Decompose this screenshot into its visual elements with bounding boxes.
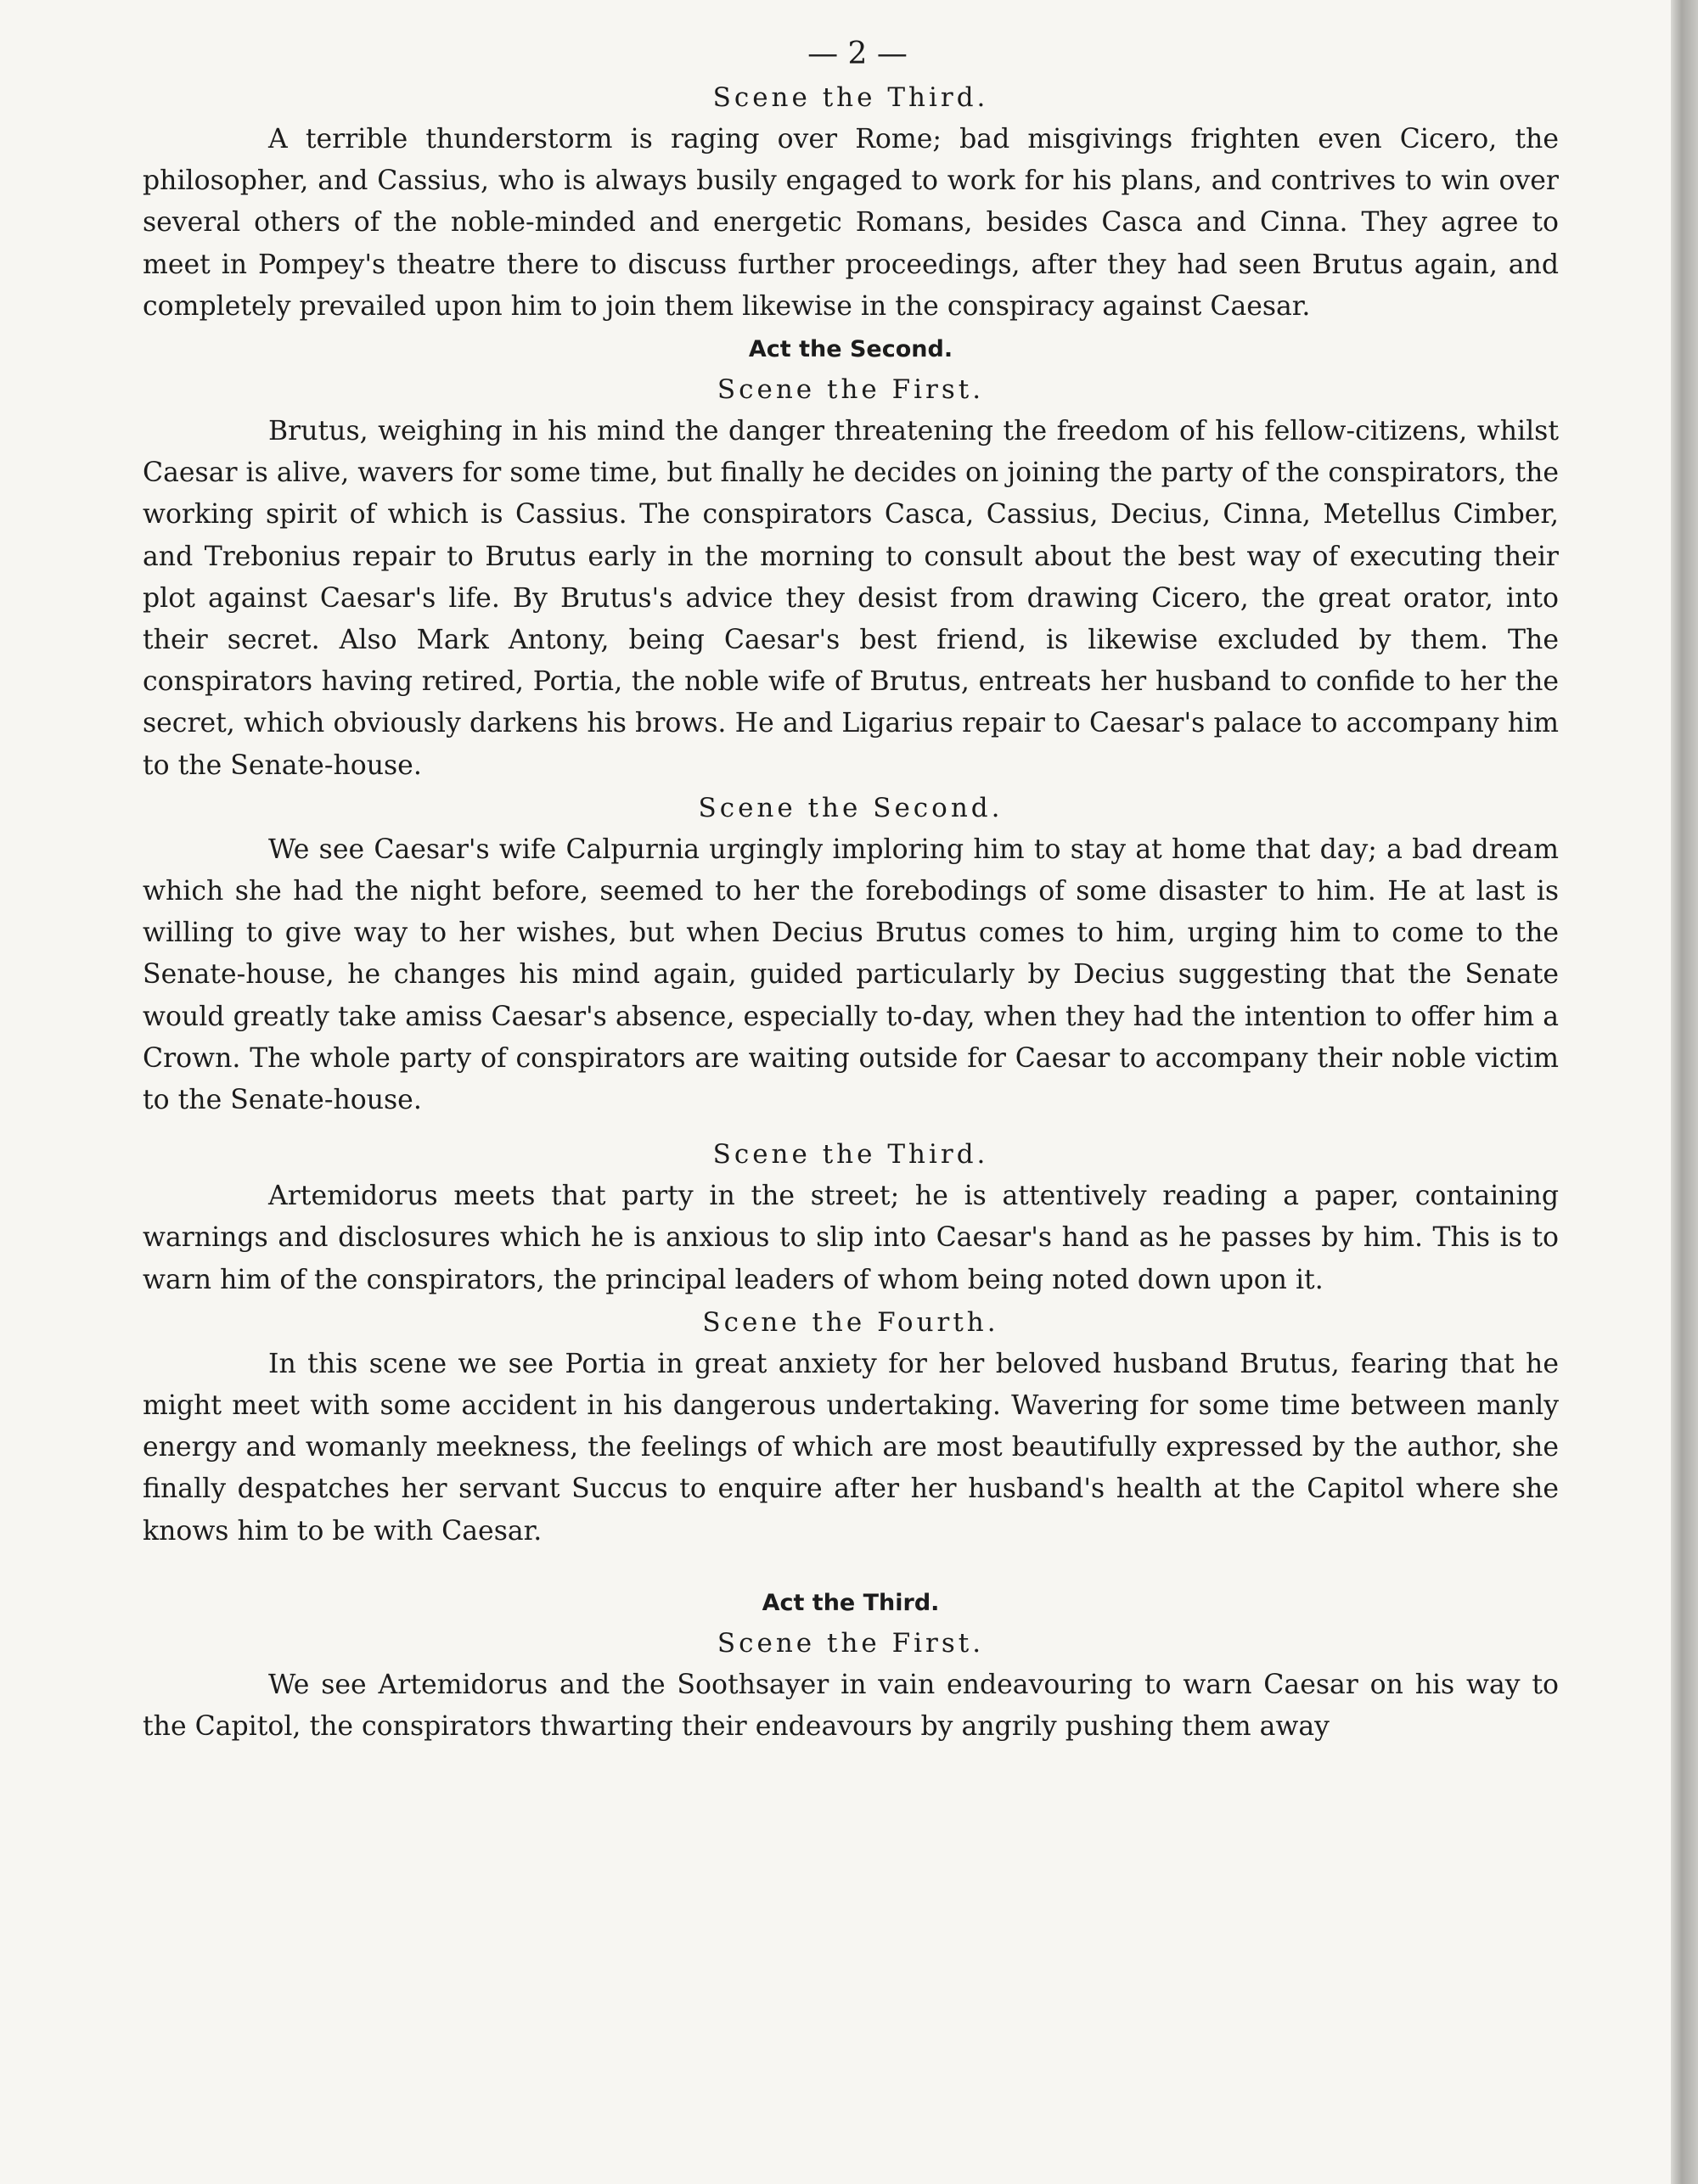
scene-paragraph: We see Caesar's wife Calpurnia urgingly imploring him to stay at home that day; a bad dream which she had the night before, seemed to her the forebodings of some disaster to him. He at last is willing to give way to her wishes, but when Decius Brutus comes to him, urging him to come to the Senate-house, he changes his mind again, guided particularly by Decius suggesting that the Senate would greatly take amiss Caesar's absence, especially to-day, when they had the intention to offer him a Crown. The whole party of conspirators are waiting outside for Caesar to accompany their noble victim to the Senate-house. bbox=[143, 834, 1559, 1116]
act-heading: Act the Second. bbox=[748, 336, 953, 363]
scene-paragraph: Brutus, weighing in his mind the danger threatening the freedom of his fellow-citizens, whilst Caesar is alive, wavers for some time, but finally he decides on joining the party of the conspirators, the working spirit of which is Cassius. The conspirators Casca, Cassius, Decius, Cinna, Metellus Cimber, and Trebonius repair to Brutus early in the morning to consult about the best way of executing their plot against Caesar's life. By Brutus's advice they desist from drawing Cicero, the great orator, into their secret. Also Mark Antony, being Caesar's best friend, is likewise excluded by them. The conspirators having retired, Portia, the noble wife of Brutus, entreats her husband to confide to her the secret, which obviously darkens his brows. He and Ligarius repair to Caesar's palace to accompany him to the Senate-house. bbox=[143, 416, 1559, 781]
scene-heading: Scene the Fourth. bbox=[702, 1306, 999, 1338]
act-heading: Act the Third. bbox=[762, 1589, 940, 1616]
scene-paragraph: A terrible thunderstorm is raging over Rome; bad misgivings frighten even Cicero, the philosopher, and Cassius, who is always busily engaged to work for his plans, and contrives to win over several others of the noble-minded and energetic Romans, besides Casca and Cinna. They agree to meet in Pompey's theatre there to discuss further proceedings, after they had seen Brutus again, and completely prevailed upon him to join them likewise in the conspiracy against Caesar. bbox=[143, 124, 1559, 322]
page-number: — 2 — bbox=[807, 36, 908, 71]
page-edge-shadow bbox=[1671, 0, 1698, 2184]
scene-paragraph: We see Artemidorus and the Soothsayer in vain endeavouring to warn Caesar on his way to the Capitol, the conspirators thwarting their endeavours by angrily pushing them away bbox=[143, 1669, 1559, 1743]
page-content bbox=[143, 32, 1559, 1748]
scene-heading: Scene the First. bbox=[717, 374, 985, 406]
scene-paragraph: Artemidorus meets that party in the street; he is attentively reading a paper, containing warnings and disclosures which he is anxious to slip into Caesar's hand as he passes by him. This is to warn him of the conspirators, the principal leaders of whom being noted down upon it. bbox=[143, 1181, 1559, 1295]
scene-heading: Scene the Third. bbox=[712, 1139, 989, 1171]
scene-heading: Scene the Third. bbox=[712, 82, 989, 113]
scene-heading: Scene the First. bbox=[717, 1627, 985, 1659]
scene-paragraph: In this scene we see Portia in great anxiety for her beloved husband Brutus, fearing that he might meet with some accident in his dangerous undertaking. Wavering for some time between manly energy and womanly meekness, the feelings of which are most beautifully expressed by the author, she finally despatches her servant Succus to enquire after her husband's health at the Capitol where she knows him to be with Caesar. bbox=[143, 1348, 1559, 1547]
scene-heading: Scene the Second. bbox=[698, 792, 1004, 823]
